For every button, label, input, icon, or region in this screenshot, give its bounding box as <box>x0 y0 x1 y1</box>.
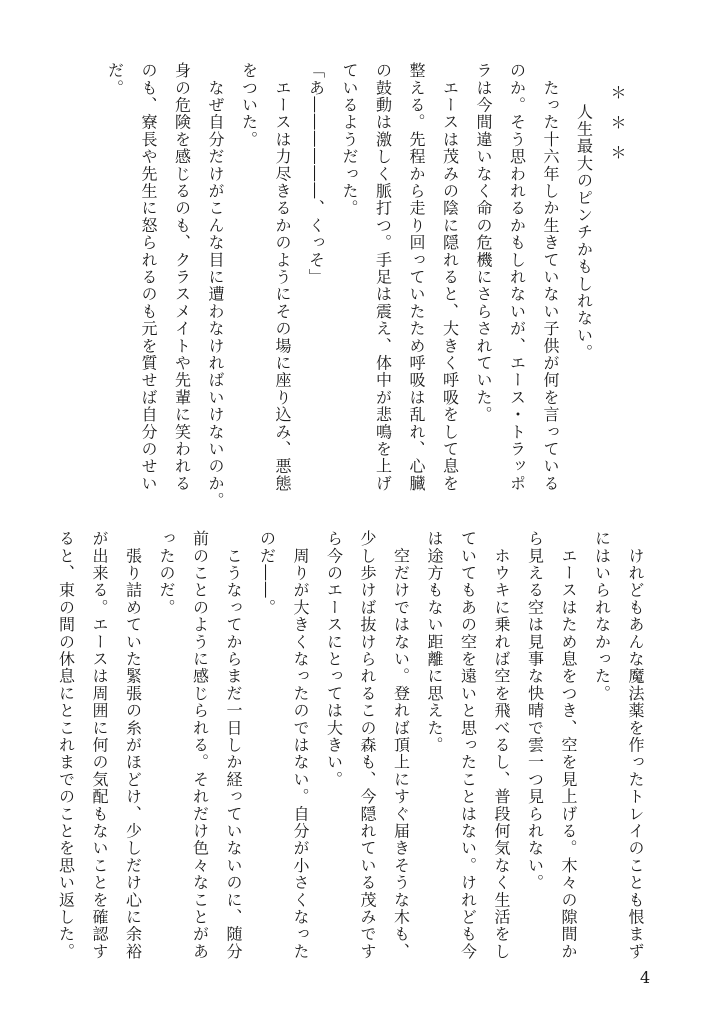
text-line: の鼓動は激しく脈打つ。手足は震え、体中が悲鳴を上げ <box>373 62 393 492</box>
text-line: をついた。 <box>239 62 259 148</box>
text-line: 身の危険を感じるのも、クラスメイトや先輩に笑われる <box>172 62 192 492</box>
text-line: けれどもあんな魔法薬を作ったトレイのことも恨まず <box>626 530 645 960</box>
text-line: だ。 <box>105 62 125 97</box>
text-line: 空だけではない。登れば頂上にすぐ届きそうな木も、 <box>391 530 411 960</box>
text-line: は途方もない距離に思えた。 <box>425 530 444 754</box>
text-line: エースはため息をつき、空を見上げる。木々の隙間か <box>559 530 578 960</box>
text-line: のか。そう思われるかもしれないが、エース・トラッポ <box>507 62 527 492</box>
text-line: ホウキに乗れば空を飛べるし、普段何気なく生活をし <box>492 530 511 960</box>
text-line: 少し歩けば抜けられるこの森も、今隠れている茂みです <box>358 530 377 960</box>
text-line: にはいられなかった。 <box>592 530 612 702</box>
page-number: 4 <box>640 968 651 987</box>
text-line: こうなってからまだ一日しか経っていないのに、随分 <box>224 530 243 960</box>
text-line: ているようだった。 <box>340 62 359 217</box>
text-line: 「あ――――――、くっそ」 <box>306 62 326 286</box>
lower-text-block <box>56 530 652 960</box>
text-line: ていてもあの空を遠いと思ったことはない。けれども今 <box>458 530 478 960</box>
text-line: 周りが大きくなったのではない。自分が小さくなった <box>291 530 310 960</box>
text-line: エースは茂みの陰に隠れると、大きく呼吸をして息を <box>440 62 460 492</box>
text-line: のだ――。 <box>257 530 277 616</box>
text-line: ら見える空は見事な快晴で雲一つ見られない。 <box>525 530 545 892</box>
text-line: ら今のエースにとっては大きい。 <box>324 530 344 788</box>
text-line: なぜ自分だけがこんな目に遭わなければいけないのか。 <box>206 62 225 510</box>
text-line: 張り詰めていた緊張の糸がほどけ、少しだけ心に余裕 <box>123 530 143 960</box>
text-line: ったのだ。 <box>157 530 176 616</box>
text-line: エースは力尽きるかのようにその場に座り込み、悪態 <box>273 62 292 492</box>
text-line: たった十六年しか生きていない子供が何を言っている <box>541 62 560 492</box>
text-line: 人生最大のピンチかもしれない。 <box>574 86 594 362</box>
upper-text-block <box>14 62 634 532</box>
text-line: 前のことのように感じられる。それだけ色々なことがあ <box>190 530 210 960</box>
text-line: のも、寮長や先生に怒られるのも元を質せば自分のせい <box>139 62 158 492</box>
text-line: ラは今間違いなく命の危機にさらされていた。 <box>474 62 493 424</box>
text-line: 整える。先程から走り回っていたため呼吸は乱れ、心臓 <box>407 62 426 492</box>
text-line: ると、束の間の休息にとこれまでのことを思い返した。 <box>56 530 76 960</box>
section-break-stars: ＊＊＊ <box>608 84 627 174</box>
text-line: が出来る。エースは周囲に何の気配もないことを確認す <box>90 530 109 960</box>
